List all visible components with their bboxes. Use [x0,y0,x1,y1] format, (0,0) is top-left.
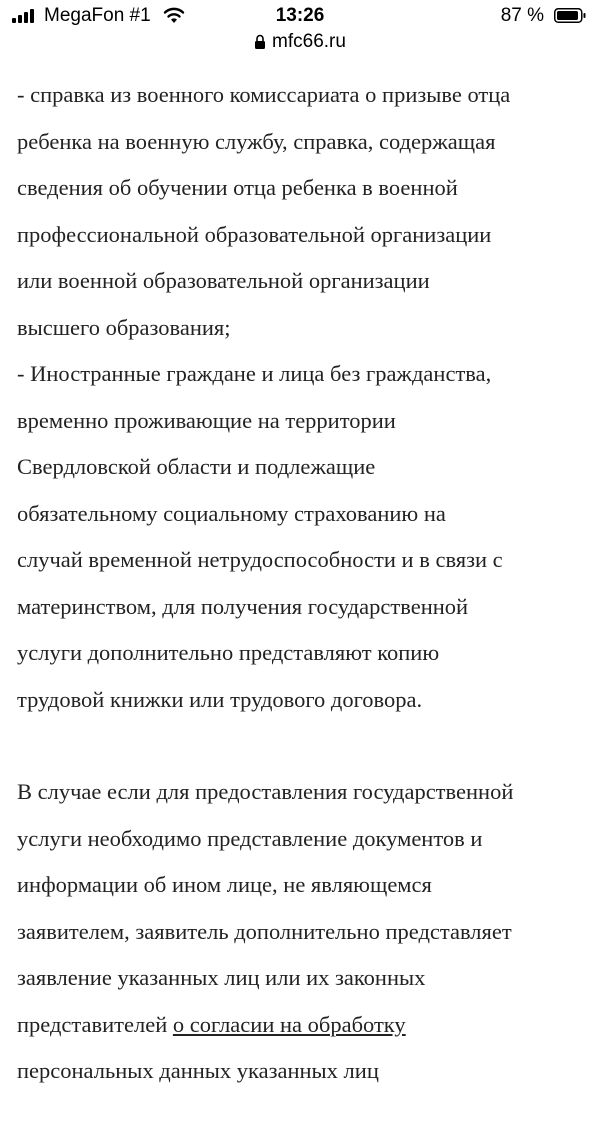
address-bar[interactable] [0,30,600,60]
text-line-with-link [17,1002,592,1049]
other-person-paragraph [17,769,592,1095]
text-line: профессиональной образовательной организации [17,221,492,247]
text-line: временно проживающие на территории [17,407,396,433]
text-line: материнством, для получения государственной [17,593,469,619]
lock-icon [254,34,266,50]
article-content [17,72,592,1141]
text-line: или военной образовательной организации [17,268,430,293]
text-line: услуги необходимо представление документов и [17,825,483,851]
text-line: случай временной нетрудоспособности и в связи с [17,547,503,572]
text-line: В случае если для предоставления государственной [17,779,514,804]
text-line: заявителем, заявитель дополнительно представляет [17,918,512,944]
text-fragment: представителей [17,1011,173,1037]
text-line: заявление указанных лиц или их законных [17,965,426,990]
text-line: персональных данных указанных лиц [17,1058,379,1083]
text-line: высшего образования; [17,314,231,340]
consent-link[interactable]: о согласии на обработку [172,1011,406,1037]
document-list-paragraph [17,72,592,723]
text-line: сведения об обучении отца ребенка в военной [17,175,458,200]
text-line: ребенка на военную службу, справка, содержащая [17,128,496,154]
text-line: - справка из военного комиссариата о призыве отца [17,82,511,107]
text-line: услуги дополнительно представляют копию [17,640,440,665]
text-line: трудовой книжки или трудового договора. [17,686,423,712]
text-line: обязательному социальному страхованию на [17,500,446,526]
text-line: - Иностранные граждане и лица без гражданства, [17,361,492,386]
text-line: информации об ином лице, не являющемся [17,872,432,897]
carrier-name: MegaFon #1 [44,5,151,26]
text-line: Свердловской области и подлежащие [17,454,376,479]
battery-icon [554,8,586,23]
battery-percentage: 87 % [500,5,544,26]
url-domain[interactable]: mfc66.ru [272,31,346,52]
clock: 13:26 [275,5,325,26]
